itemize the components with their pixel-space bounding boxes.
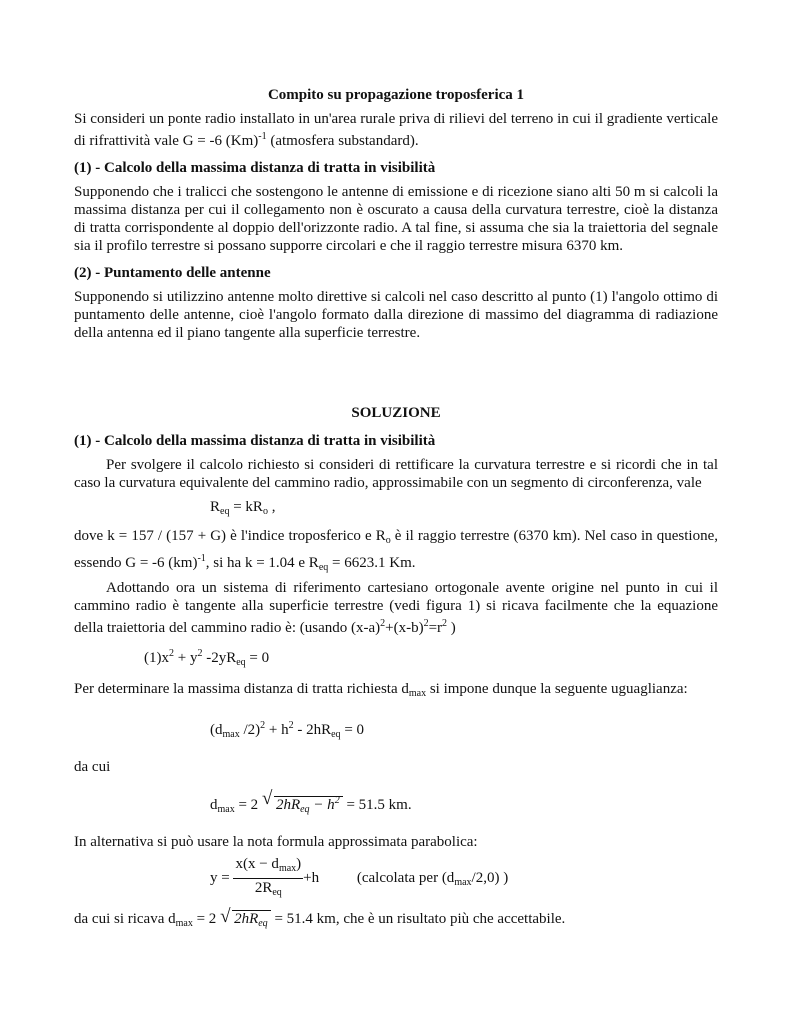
solution-paragraph-1: Per svolgere il calcolo richiesto si consideri di rettificare la curvatura terrestre e si ricordi che in tal caso la curvatura equivalente del cammino radio, approssimabile con un segmento di circonferenza, vale [74,457,718,491]
solution-paragraph-4: Per determinare la massima distanza di tratta richiesta $d_{max}$ si impone dunque la seguente uguaglianza: [74,681,688,699]
solution-paragraph-2: dove k = 157 / (157 + G) è l'indice troposferico e $R_o$ è il raggio terrestre (6370 km). Nel caso in questione, essendo G = -6 (km)$^{-1}$, si ha k = 1.04 e $R_{eq} = 6623.1$ Km. [74,528,718,573]
task-section-1-heading: (1) - Calcolo della massima distanza di tratta in visibilità [74,160,436,176]
solution-title: SOLUZIONE [351,405,441,421]
task-section-1-text: Supponendo che i tralicci che sostengono le antenne di emissione e di ricezione siano alti 50 m si calcoli la massima distanza per cui il collegamento non è oscurato a causa della curvatura terrestre, cioè la distanza di tratta corrispondente al doppio dell'orizzonte radio. A tal fine, si assuma che sia la traiettoria del segnale sia il profilo terrestre si possano supporre circolari e che il raggio terrestre misura 6370 km. [74,184,718,254]
solution-paragraph-3: Adottando ora un sistema di riferimento cartesiano ortogonale avente origine nel punto in cui il cammino radio è tangente alla superficie terrestre (vedi figura 1) si ricava facilmente che la equazione della traiettoria del cammino radio è: (usando $(x-a)^2+(x-b)^2=r^2$ ) [74,580,718,636]
task-section-2-heading: (2) - Puntamento delle antenne [74,265,271,281]
fraction: $\frac{x(x - d_{max})}{2R_{eq}}$ [235,856,302,898]
task-title: Compito su propagazione troposferica 1 [267,87,525,103]
equation-parabolic: y = $\frac{x(x - d_{max})}{2R_{eq}}$ +h (calcolata per $(d_{max}/2,0)$ ) [210,855,718,902]
square-root: √ $2hR_{eq}$ [220,910,271,933]
solution-section-1-heading: (1) - Calcolo della massima distanza di tratta in visibilità [74,433,436,449]
task-intro: Si consideri un ponte radio installato in un'area rurale priva di rilievi del terreno in cui il gradiente verticale di rifrattività vale G = -6 $(Km)^{-1}$ (atmosfera substandard). [74,111,718,149]
square-root: √ $2hR_{eq} - h^2$ [262,792,343,819]
equation-dmax-result: $d_{max} = 2$ √ $2hR_{eq} - h^2 = 51.5$ km. [210,792,718,819]
equation-dmax-condition: ($d_{max}$ $/2)^2 + h^2 - 2hR_{eq} = 0$ [210,720,365,740]
equation-req: $R_{eq} = kR_o$ , [210,499,276,517]
document-page [74,86,718,933]
solution-paragraph-5: da cui [74,759,111,775]
equation-trajectory: $(1)x^2 + y^2$ $-2yR_{eq} = 0$ [144,648,270,668]
solution-paragraph-6: In alternativa si può usare la nota formula approssimata parabolica: [74,834,478,850]
solution-paragraph-7: da cui si ricava $d_{max} = 2$ √ $2hR_{eq} = 51.4$ km, che è un risultato più che accettabile. [74,910,718,933]
task-section-2-text: Supponendo si utilizzino antenne molto direttive si calcoli nel caso descritto al punto (1) l'angolo ottimo di puntamento delle antenne, cioè l'angolo formato dalla direzione di massimo del diagramma di radiazione della antenna ed il piano tangente alla superficie terrestre. [74,289,718,341]
